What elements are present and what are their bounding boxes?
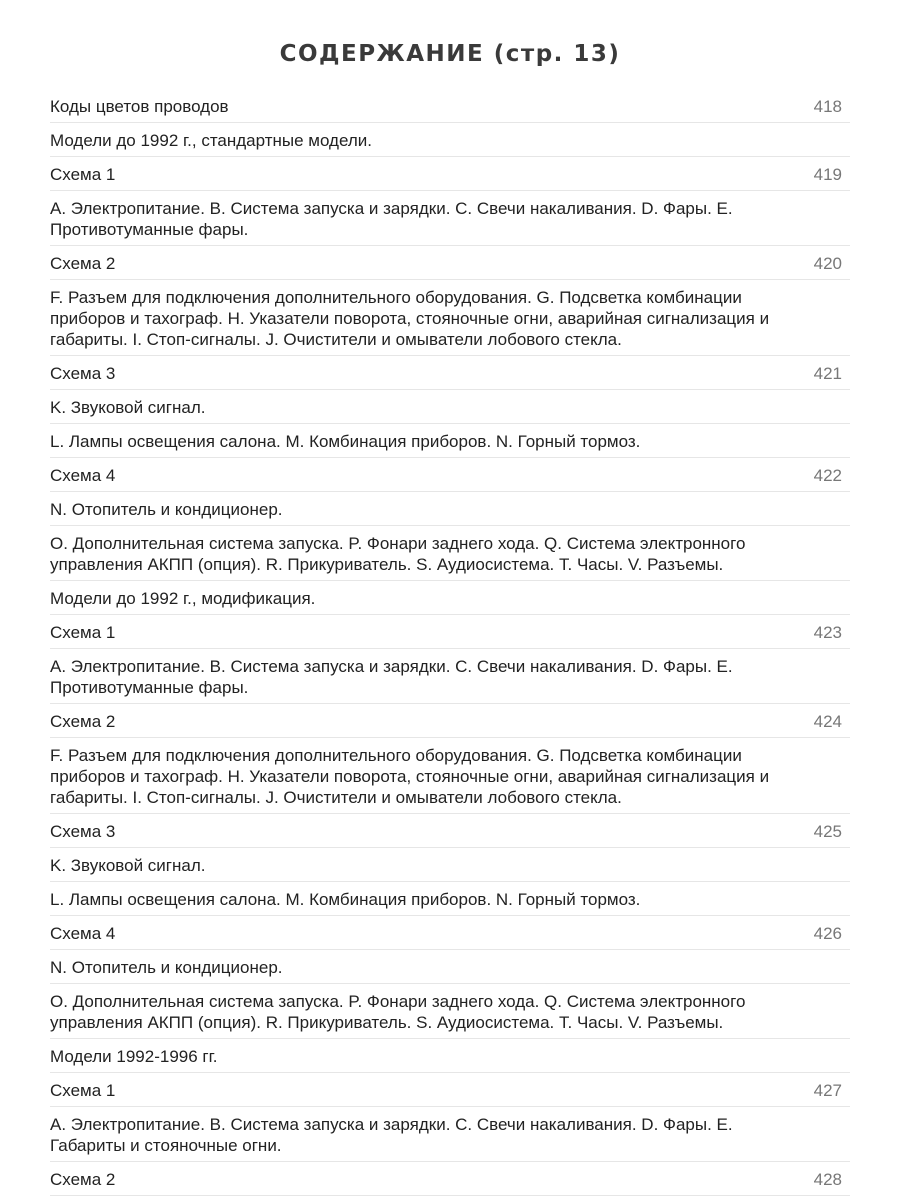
toc-entry-title: Модели 1992-1996 гг. [50, 1047, 218, 1066]
toc-entry-title: A. Электропитание. B. Система запуска и зарядки. C. Свечи накаливания. D. Фары. E. Противотуманные фары. [50, 657, 733, 697]
toc-entry-title: K. Звуковой сигнал. [50, 398, 206, 417]
toc-entry[interactable] [50, 89, 850, 123]
toc-entry-title: O. Дополнительная система запуска. P. Фонари заднего хода. Q. Система электронного управления АКПП (опция). R. Прикуриватель. S. Аудиосистема. T. Часы. V. Разъемы. [50, 534, 746, 574]
toc-entry[interactable] [50, 615, 850, 649]
toc-entry-title: L. Лампы освещения салона. M. Комбинация приборов. N. Горный тормоз. [50, 432, 641, 451]
toc-entry[interactable] [50, 1162, 850, 1196]
toc-section-heading [50, 581, 850, 615]
toc-entry[interactable] [50, 356, 850, 390]
toc-entry-title: F. Разъем для подключения дополнительного оборудования. G. Подсветка комбинации приборов и тахограф. H. Указатели поворота, стояночные огни, аварийная сигнализация и габариты. I. Стоп-сигналы. J. Очистители и омыватели лобового стекла. [50, 746, 770, 807]
toc-entry-page-number: 419 [813, 165, 842, 184]
toc-entry-title: N. Отопитель и кондиционер. [50, 500, 283, 519]
toc-entry-page-number: 426 [813, 924, 842, 943]
toc-entry-description [50, 649, 850, 704]
toc-entry-description [50, 882, 850, 916]
toc-entry-page-number: 420 [813, 254, 842, 273]
toc-entry-title: Коды цветов проводов [50, 97, 229, 116]
toc-entry-page-number: 423 [813, 623, 842, 642]
toc-entry-page-number: 427 [813, 1081, 842, 1100]
toc-entry-title: Схема 2 [50, 254, 116, 273]
toc-list [50, 89, 850, 1196]
toc-entry[interactable] [50, 916, 850, 950]
toc-entry[interactable] [50, 458, 850, 492]
toc-entry-description [50, 984, 850, 1039]
toc-entry-title: Модели до 1992 г., стандартные модели. [50, 131, 372, 150]
toc-entry-page-number: 418 [813, 97, 842, 116]
toc-entry-title: F. Разъем для подключения дополнительного оборудования. G. Подсветка комбинации приборов и тахограф. H. Указатели поворота, стояночные огни, аварийная сигнализация и габариты. I. Стоп-сигналы. J. Очистители и омыватели лобового стекла. [50, 288, 770, 349]
toc-entry-title: K. Звуковой сигнал. [50, 856, 206, 875]
toc-entry-page-number: 428 [813, 1170, 842, 1189]
toc-entry-description [50, 848, 850, 882]
toc-entry-description [50, 280, 850, 356]
toc-entry-title: Схема 4 [50, 466, 116, 485]
toc-entry[interactable] [50, 704, 850, 738]
toc-entry-description [50, 390, 850, 424]
toc-entry-page-number: 422 [813, 466, 842, 485]
toc-entry-title: Схема 2 [50, 1170, 116, 1189]
toc-entry-description [50, 492, 850, 526]
toc-entry-title: Схема 1 [50, 165, 116, 184]
toc-entry-title: Схема 3 [50, 822, 116, 841]
toc-entry-description [50, 1107, 850, 1162]
toc-entry[interactable] [50, 157, 850, 191]
toc-entry-description [50, 191, 850, 246]
toc-entry-page-number: 424 [813, 712, 842, 731]
page-title: СОДЕРЖАНИЕ (стр. 13) [279, 41, 621, 67]
toc-entry-title: Модели до 1992 г., модификация. [50, 589, 316, 608]
toc-entry-page-number: 425 [813, 822, 842, 841]
toc-entry-title: O. Дополнительная система запуска. P. Фонари заднего хода. Q. Система электронного управления АКПП (опция). R. Прикуриватель. S. Аудиосистема. T. Часы. V. Разъемы. [50, 992, 746, 1032]
toc-entry-title: Схема 1 [50, 623, 116, 642]
toc-entry-description [50, 424, 850, 458]
toc-entry-description [50, 526, 850, 581]
toc-section-heading [50, 1039, 850, 1073]
toc-entry[interactable] [50, 1073, 850, 1107]
toc-entry-title: Схема 1 [50, 1081, 116, 1100]
toc-entry-title: A. Электропитание. B. Система запуска и зарядки. C. Свечи накаливания. D. Фары. E. Габариты и стояночные огни. [50, 1115, 733, 1155]
toc-entry-title: Схема 3 [50, 364, 116, 383]
toc-entry-description [50, 738, 850, 814]
toc-entry-title: L. Лампы освещения салона. M. Комбинация приборов. N. Горный тормоз. [50, 890, 641, 909]
toc-entry-page-number: 421 [813, 364, 842, 383]
toc-entry-title: Схема 2 [50, 712, 116, 731]
toc-entry-title: N. Отопитель и кондиционер. [50, 958, 283, 977]
toc-entry-description [50, 950, 850, 984]
toc-entry[interactable] [50, 246, 850, 280]
toc-entry[interactable] [50, 814, 850, 848]
toc-section-heading [50, 123, 850, 157]
toc-entry-title: Схема 4 [50, 924, 116, 943]
toc-entry-title: A. Электропитание. B. Система запуска и зарядки. C. Свечи накаливания. D. Фары. E. Противотуманные фары. [50, 199, 733, 239]
